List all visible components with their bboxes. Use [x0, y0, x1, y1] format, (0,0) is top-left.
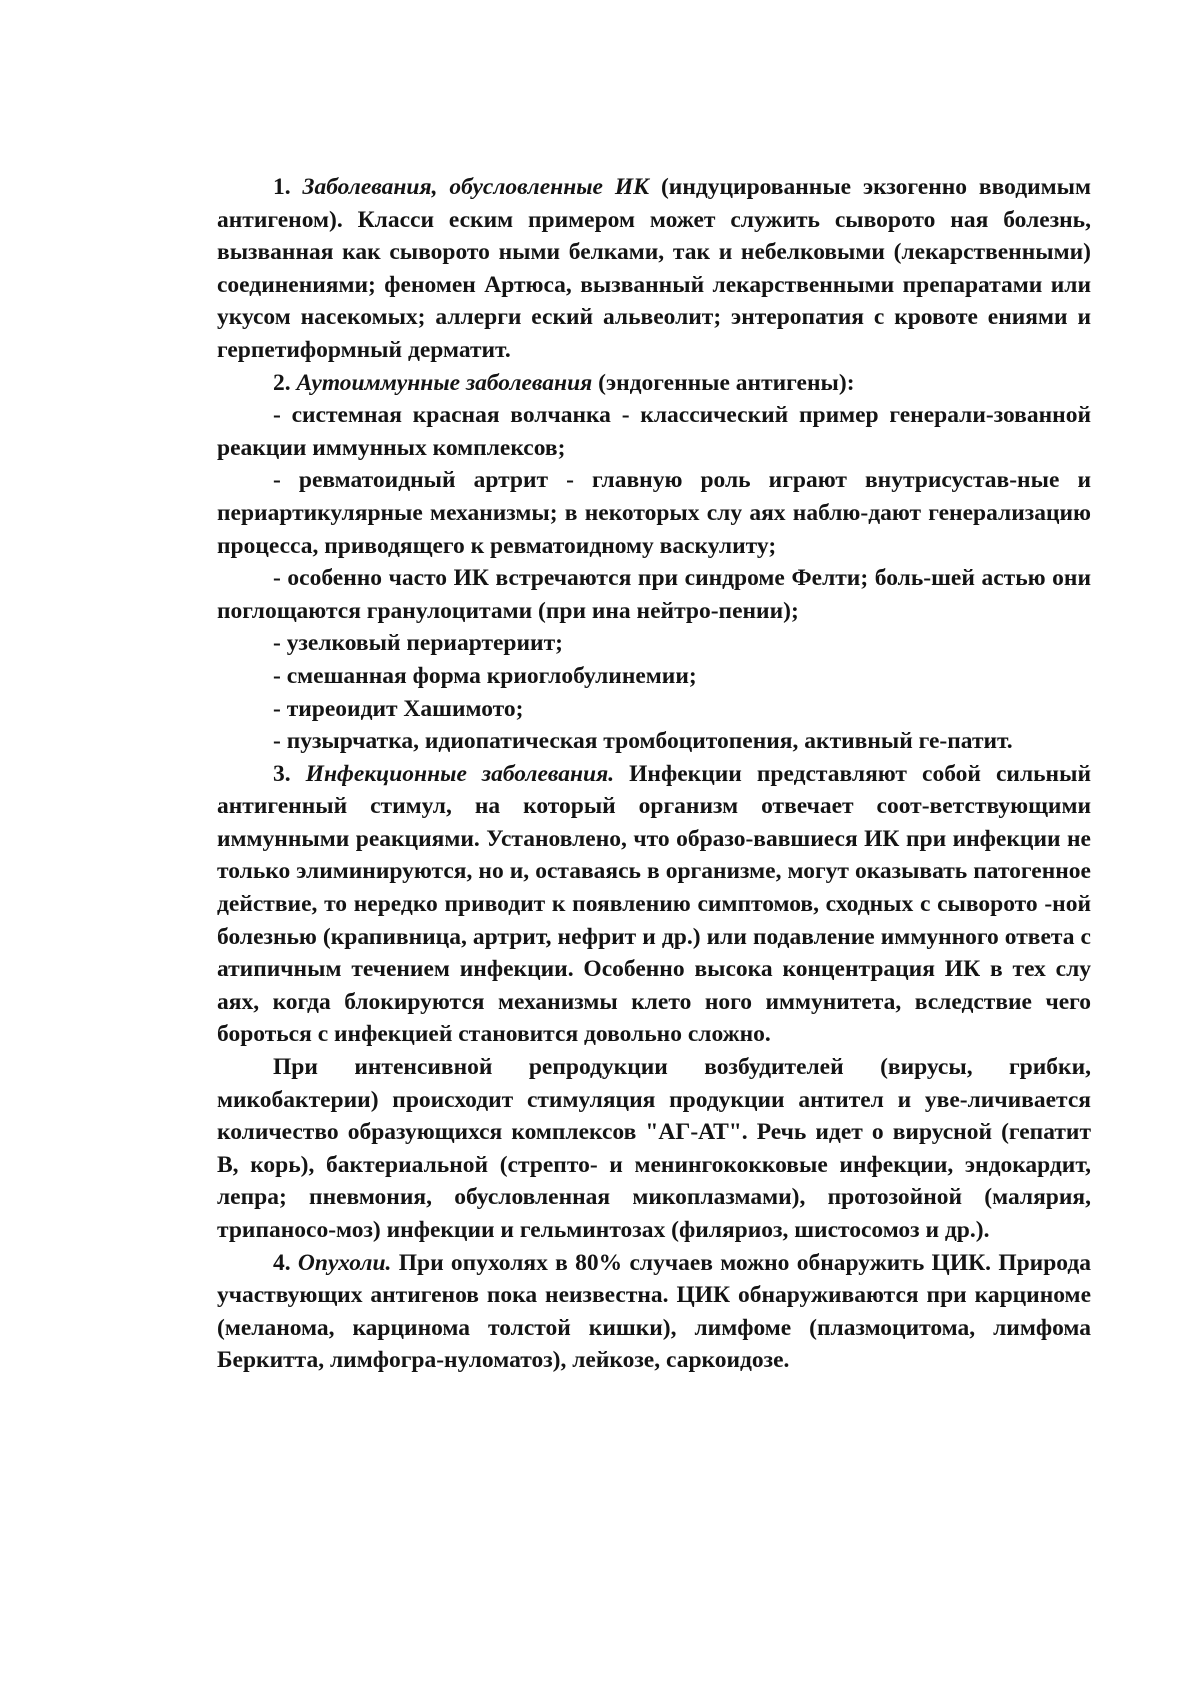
section-number: 1. [273, 174, 291, 200]
list-item-hashimoto: - тиреоидит Хашимото; [273, 695, 524, 722]
section-number: 3. [273, 760, 291, 787]
paragraph-pathogen-reproduction: При интенсивной репродукции возбудителей (вирусы, грибки, микобактерии) происходит стимуляция продукции антител и уве-личивается количество образующихся комплексов "АГ-АТ". Речь идет о вирусной (гепатит В, корь), бактериальной (стрепто- и менингококковые инфекции, эндокардит, лепра; пневмония, обусловленная микоплазмами), протозойной (малярия, трипаносо-моз) инфекции и гельминтозах (филяриоз, шистосомоз и др.). [217, 1054, 1091, 1243]
paragraph-text: (индуцированные экзогенно вводимым антигеном). Класси еским примером может служить сыворото ная болезнь, вызванная как сыворото ными белками, так и небелковыми (лекарственными) соединениями; феномен Артюса, вызванный лекарственными препаратами или укусом насекомых; аллерги еский альвеолит; энтеропатия с кровоте ениями и герпетиформный дерматит. [217, 174, 1091, 363]
paragraph-infectious-diseases [217, 758, 1091, 1051]
paragraph-text: При опухолях в 80% случаев можно обнаружить ЦИК. Природа участвующих антигенов пока неизвестна. ЦИК обнаруживаются при карциноме (меланома, карцинома толстой кишки), лимфоме (плазмоцитома, лимфома Беркитта, лимфогра-нуломатоз), лейкозе, саркоидозе. [217, 1249, 1091, 1374]
list-item-cryoglobulinemia: - смешанная форма криоглобулинемии; [273, 662, 697, 689]
paragraph-text: (эндогенные антигены): [592, 369, 855, 396]
section-title: Опухоли. [297, 1249, 392, 1276]
document-page [217, 171, 1091, 1377]
section-title: Заболевания, обусловленные ИК [302, 174, 650, 200]
list-item-pemphigus: - пузырчатка, идиопатическая тромбоцитопения, активный ге-патит. [273, 728, 1013, 755]
list-item-felty-syndrome: - особенно часто ИК встречаются при синдроме Фелти; боль-шей астью они поглощаются гранулоцитами (при ина нейтро-пении); [217, 565, 1091, 624]
section-number: 4. [273, 1249, 291, 1276]
section-number: 2. [273, 369, 291, 396]
list-item-rheumatoid-arthritis: - ревматоидный артрит - главную роль играют внутрисустав-ные и периартикулярные механизмы; в некоторых слу аях наблю-дают генерализацию процесса, приводящего к ревматоидному васкулиту; [217, 467, 1091, 559]
section-title: Инфекционные заболевания. [305, 760, 615, 787]
paragraph-tumors [217, 1247, 1091, 1377]
paragraph-autoimmune-diseases [217, 367, 1091, 400]
list-item-periarteritis: - узелковый периартериит; [273, 630, 563, 657]
list-item-lupus: - системная красная волчанка - классический пример генерали-зованной реакции иммунных комплексов; [217, 402, 1091, 461]
paragraph-text: Инфекции представляют собой сильный антигенный стимул, на который организм отвечает соот-ветствующими иммунными реакциями. Установлено, что образо-вавшиеся ИК при инфекции не только элиминируются, но и, оставаясь в организме, могут оказывать патогенное действие, то нередко приводит к появлению симптомов, сходных с сыворото -ной болезнью (крапивница, артрит, нефрит и др.) или подавление иммунного ответа с атипичным течением инфекции. Особенно высока концентрация ИК в тех слу аях, когда блокируются механизмы клето ного иммунитета, вследствие чего бороться с инфекцией становится довольно сложно. [217, 760, 1091, 1048]
section-title: Аутоиммунные заболевания [296, 369, 593, 396]
paragraph-immune-complex-diseases [217, 171, 1091, 367]
